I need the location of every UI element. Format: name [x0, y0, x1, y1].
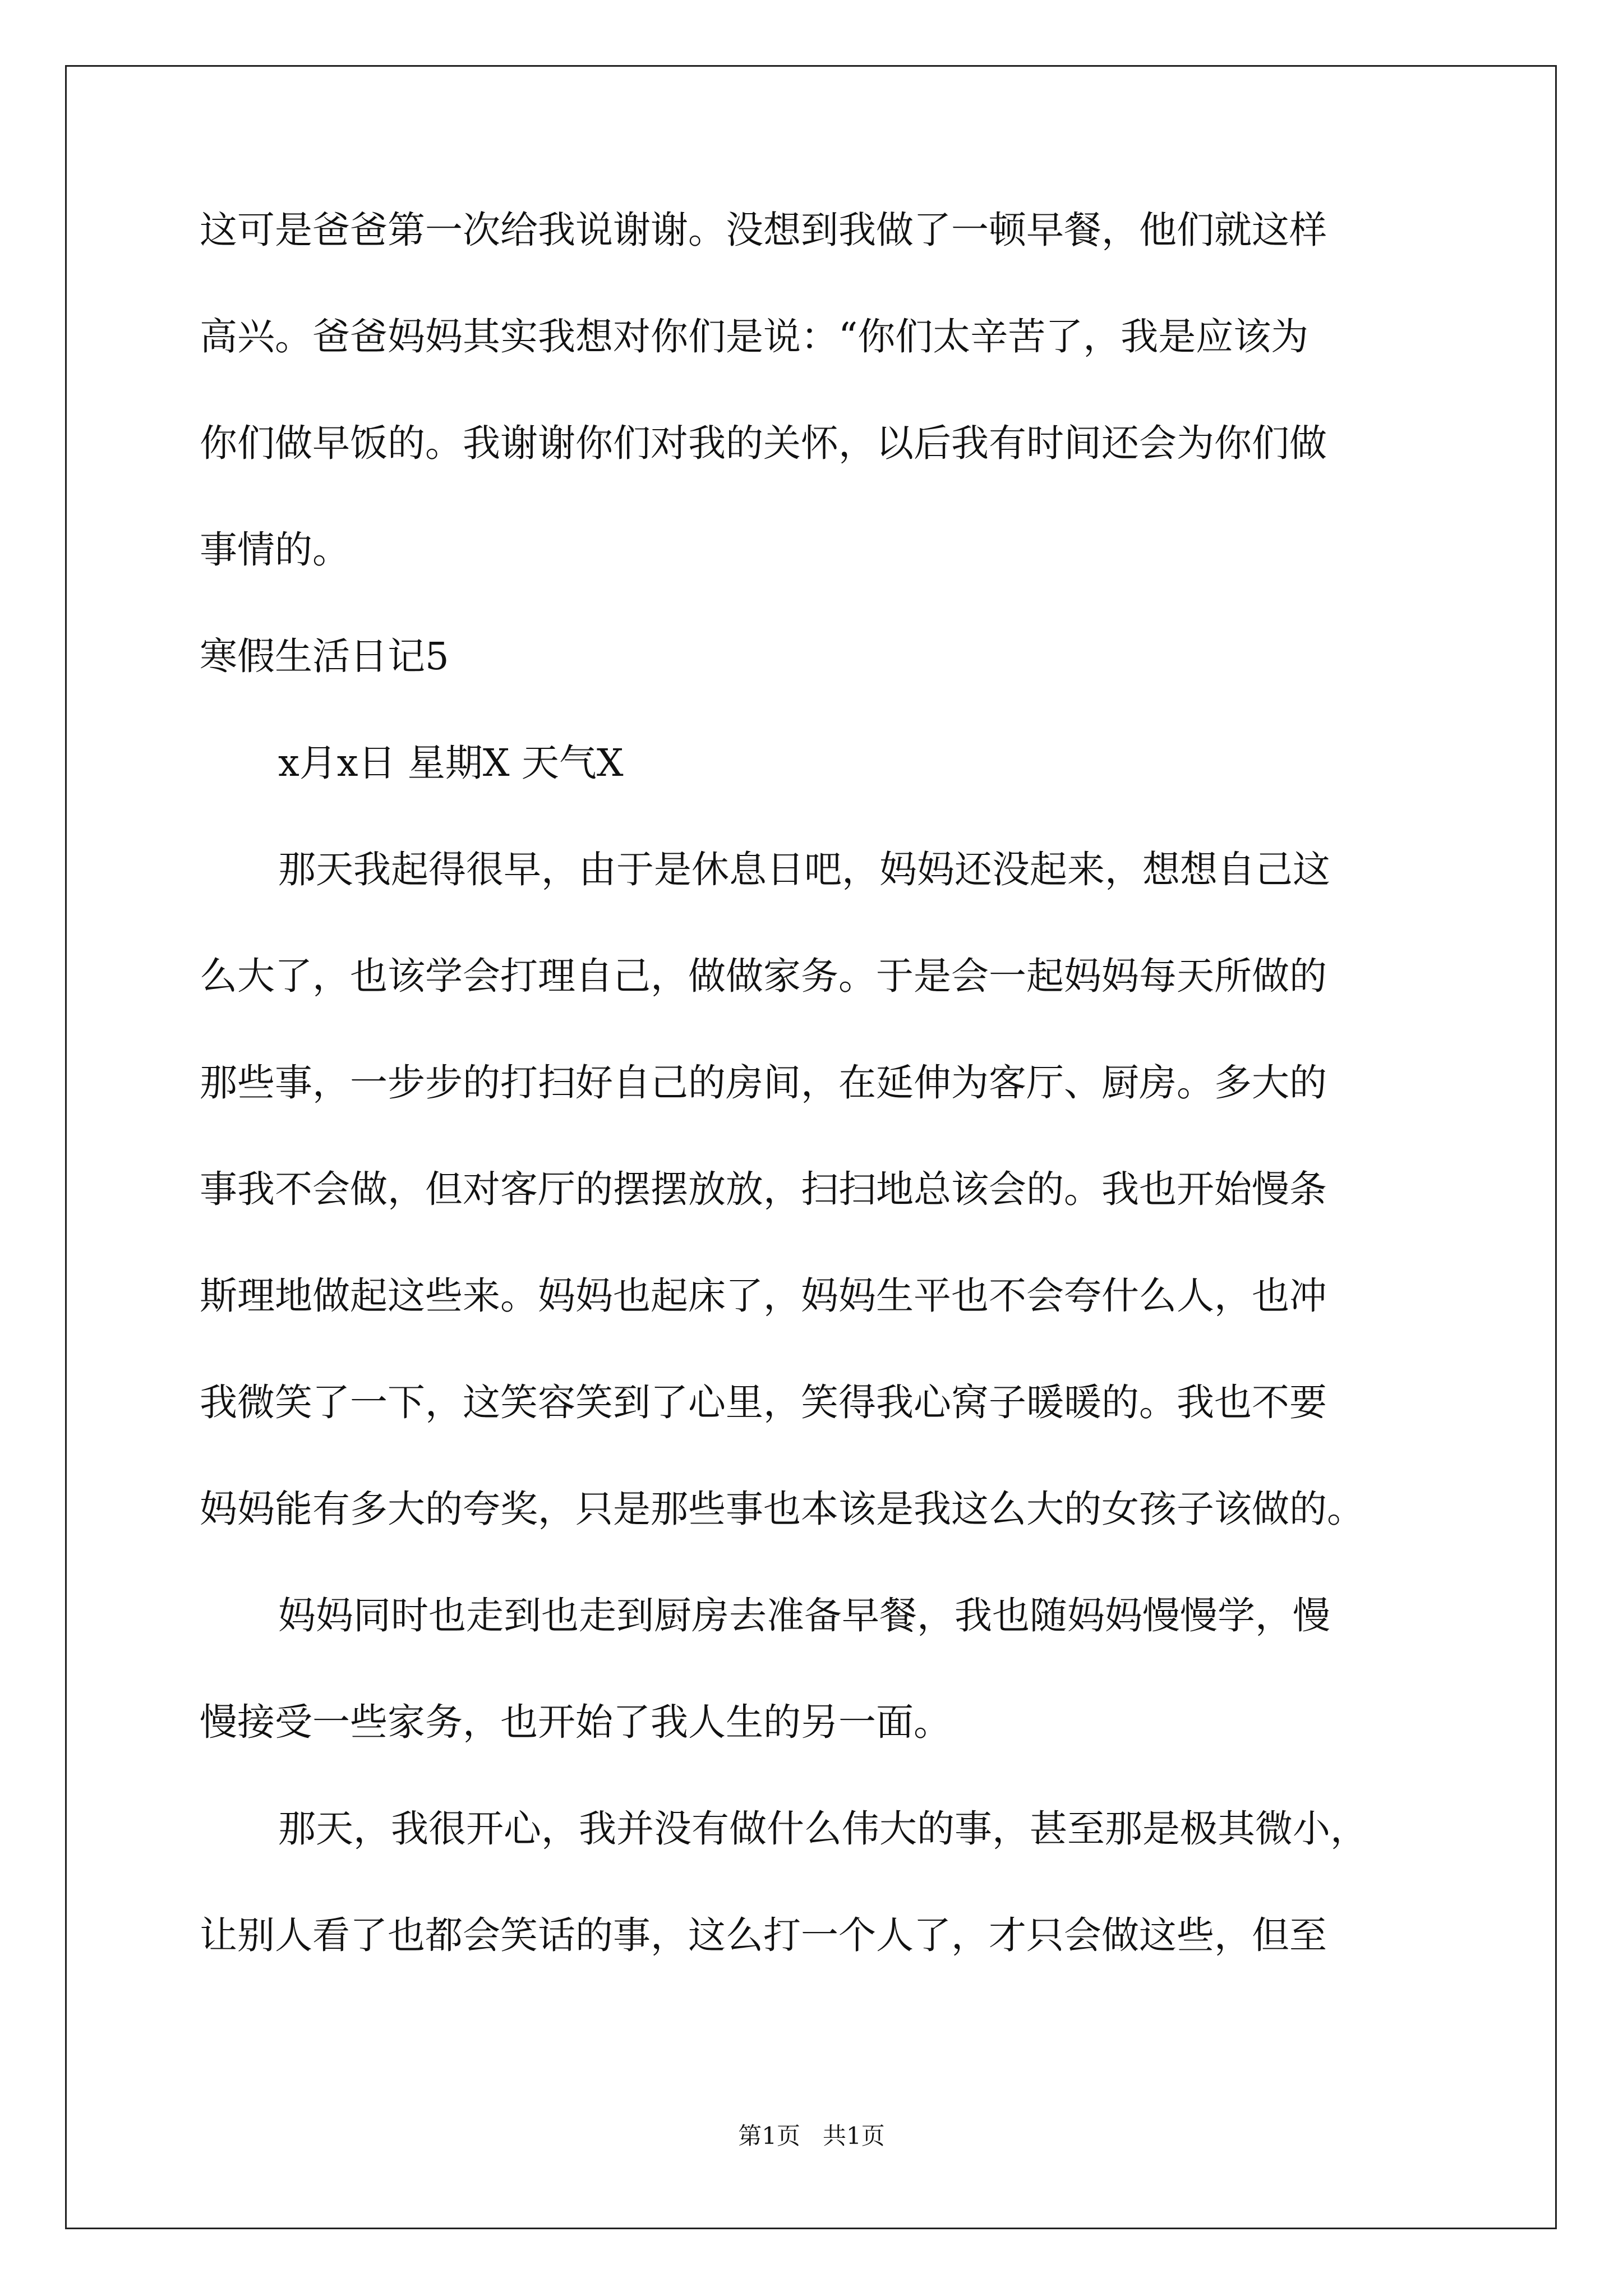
section-heading: 寒假生活日记5 — [200, 634, 449, 678]
paragraph-line: 那些事，一步步的打扫好自己的房间，在延伸为客厅、厨房。多大的 — [200, 1061, 1327, 1105]
paragraph-line: 我微笑了一下，这笑容笑到了心里，笑得我心窝子暖暖的。我也不要 — [200, 1381, 1327, 1424]
paragraph-line: 事我不会做，但对客厅的摆摆放放，扫扫地总该会的。我也开始慢条 — [200, 1167, 1327, 1211]
page-number-footer: 第1页 共1页 — [738, 2122, 885, 2150]
paragraph-line: 妈妈同时也走到也走到厨房去准备早餐，我也随妈妈慢慢学，慢 — [278, 1594, 1330, 1637]
paragraph-line: 么大了，也该学会打理自己，做做家务。于是会一起妈妈每天所做的 — [200, 954, 1327, 998]
paragraph-line: 斯理地做起这些来。妈妈也起床了，妈妈生平也不会夸什么人，也冲 — [200, 1274, 1327, 1318]
page-border — [65, 65, 1557, 2229]
paragraph-line: 那天我起得很早，由于是休息日吧，妈妈还没起来，想想自己这 — [278, 848, 1330, 891]
paragraph-line: 慢接受一些家务，也开始了我人生的另一面。 — [200, 1700, 951, 1744]
paragraph-line: 你们做早饭的。我谢谢你们对我的关怀，以后我有时间还会为你们做 — [200, 421, 1327, 465]
paragraph-line: 妈妈能有多大的夸奖，只是那些事也本该是我这么大的女孩子该做的。 — [200, 1487, 1364, 1531]
paragraph-line: 那天，我很开心，我并没有做什么伟大的事，甚至那是极其微小， — [278, 1807, 1368, 1851]
paragraph-line: 事情的。 — [200, 528, 350, 572]
paragraph-line: 这可是爸爸第一次给我说谢谢。没想到我做了一顿早餐，他们就这样 — [200, 208, 1327, 252]
date-weather-line: x月x日 星期X 天气X — [278, 741, 624, 785]
paragraph-line: 让别人看了也都会笑话的事，这么打一个人了，才只会做这些，但至 — [200, 1913, 1327, 1957]
paragraph-line: 高兴。爸爸妈妈其实我想对你们是说：“你们太辛苦了，我是应该为 — [200, 315, 1309, 358]
